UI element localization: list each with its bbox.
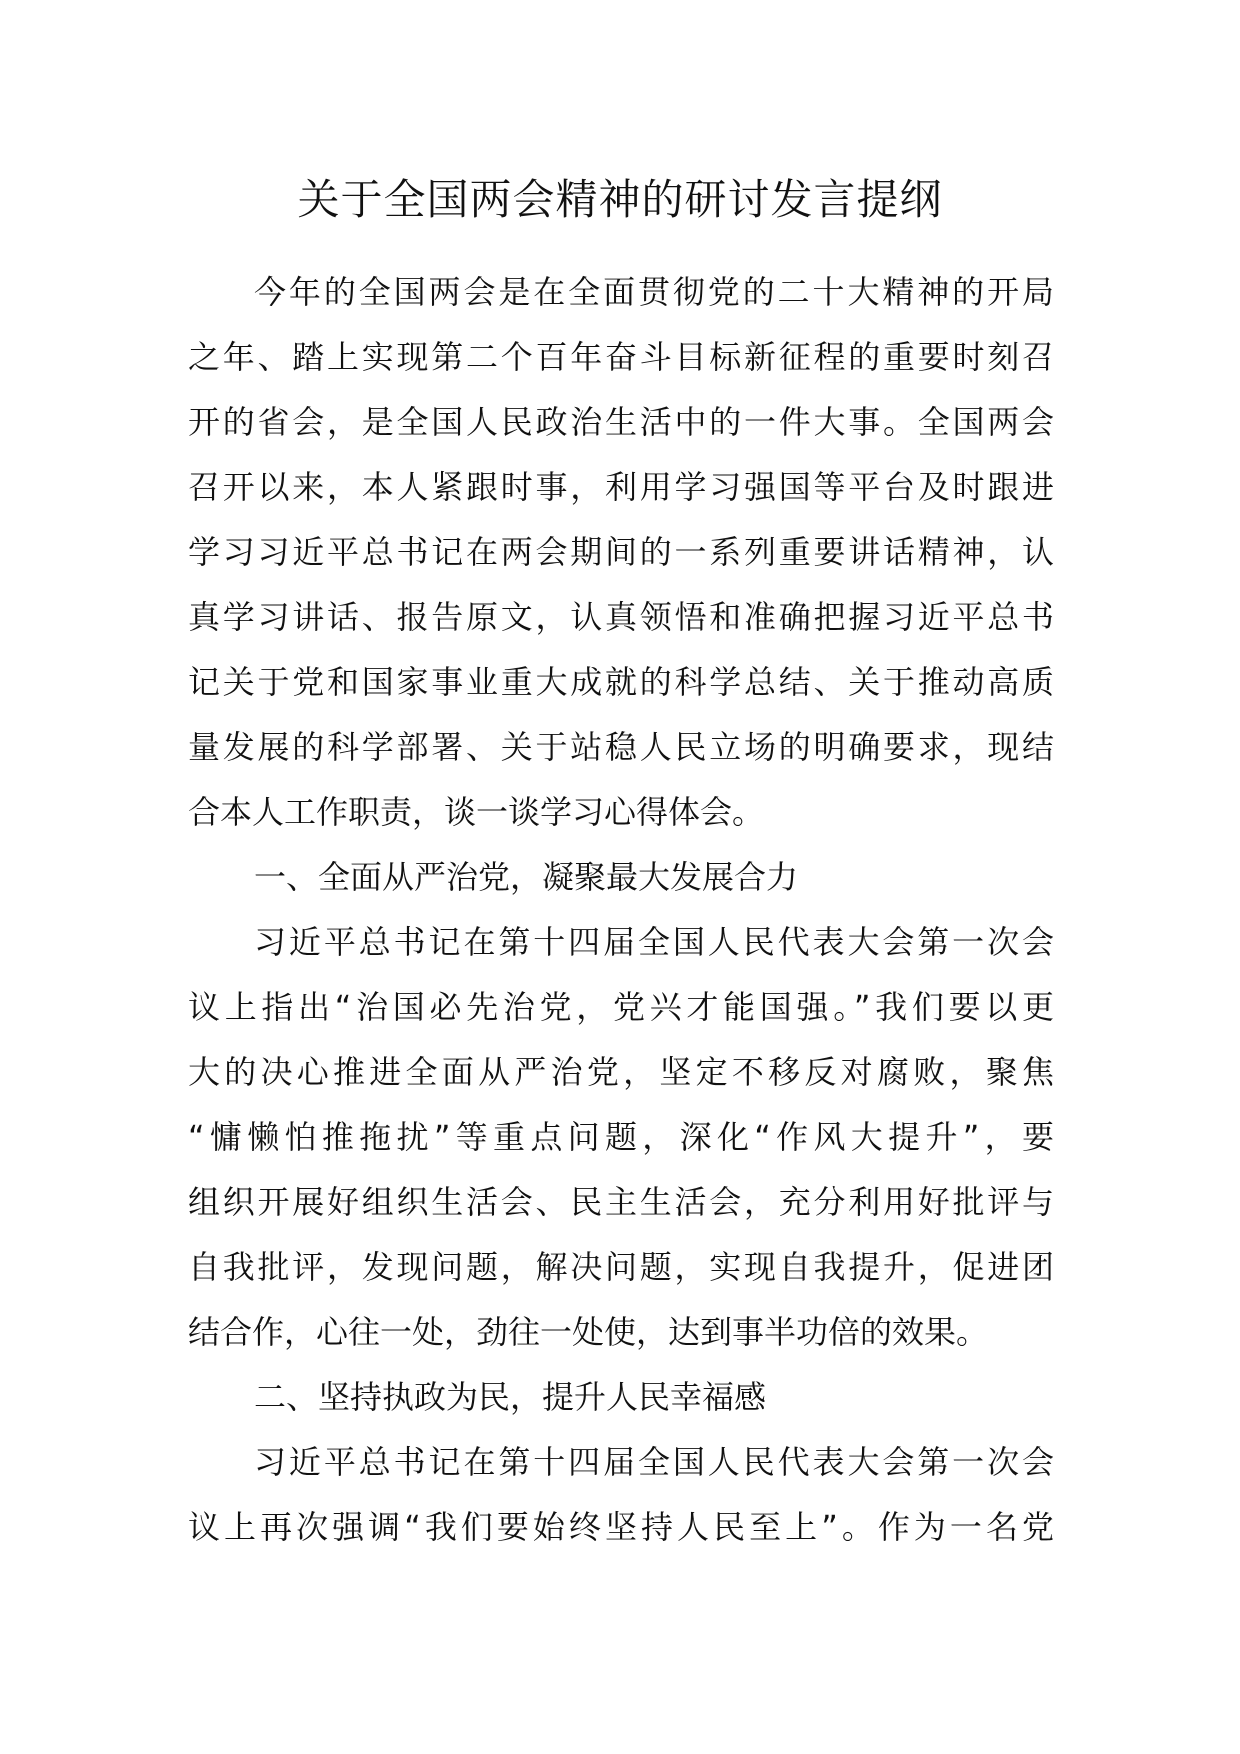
paragraph-line: 记关于党和国家事业重大成就的科学总结、关于推动高质 [188,663,1054,701]
paragraph-line: 量发展的科学部署、关于站稳人民立场的明确要求，现结 [188,728,1054,766]
paragraph-line: 今年的全国两会是在全面贯彻党的二十大精神的开局 [254,273,1054,311]
paragraph-line: 习近平总书记在第十四届全国人民代表大会第一次会 [254,1443,1054,1481]
paragraph-line: 大的决心推进全面从严治党，坚定不移反对腐败，聚焦 [188,1053,1054,1091]
paragraph-line: 组织开展好组织生活会、民主生活会，充分利用好批评与 [188,1183,1054,1221]
paragraph-line: 结合作，心往一处，劲往一处使，达到事半功倍的效果。 [188,1313,989,1351]
paragraph-line: “慵懒怕推拖扰”等重点问题，深化“作风大提升”，要 [188,1118,1054,1156]
paragraph-line: 真学习讲话、报告原文，认真领悟和准确把握习近平总书 [188,598,1054,636]
paragraph-line: 之年、踏上实现第二个百年奋斗目标新征程的重要时刻召 [188,338,1054,376]
paragraph-line: 议上再次强调“我们要始终坚持人民至上”。作为一名党 [188,1508,1054,1546]
paragraph-line: 开的省会，是全国人民政治生活中的一件大事。全国两会 [188,403,1054,441]
paragraph-line: 合本人工作职责，谈一谈学习心得体会。 [188,793,765,831]
paragraph-line: 自我批评，发现问题，解决问题，实现自我提升，促进团 [188,1248,1054,1286]
section-heading-1: 一、全面从严治党，凝聚最大发展合力 [254,858,799,896]
document-body [188,260,1054,1560]
paragraph-line: 议上指出“治国必先治党，党兴才能国强。”我们要以更 [188,988,1054,1026]
document-title: 关于全国两会精神的研讨发言提纲 [297,175,943,224]
paragraph-line: 学习习近平总书记在两会期间的一系列重要讲话精神，认 [188,533,1054,571]
section-heading-2: 二、坚持执政为民，提升人民幸福感 [254,1378,767,1416]
paragraph-line: 召开以来，本人紧跟时事，利用学习强国等平台及时跟进 [188,468,1054,506]
paragraph-line: 习近平总书记在第十四届全国人民代表大会第一次会 [254,923,1054,961]
